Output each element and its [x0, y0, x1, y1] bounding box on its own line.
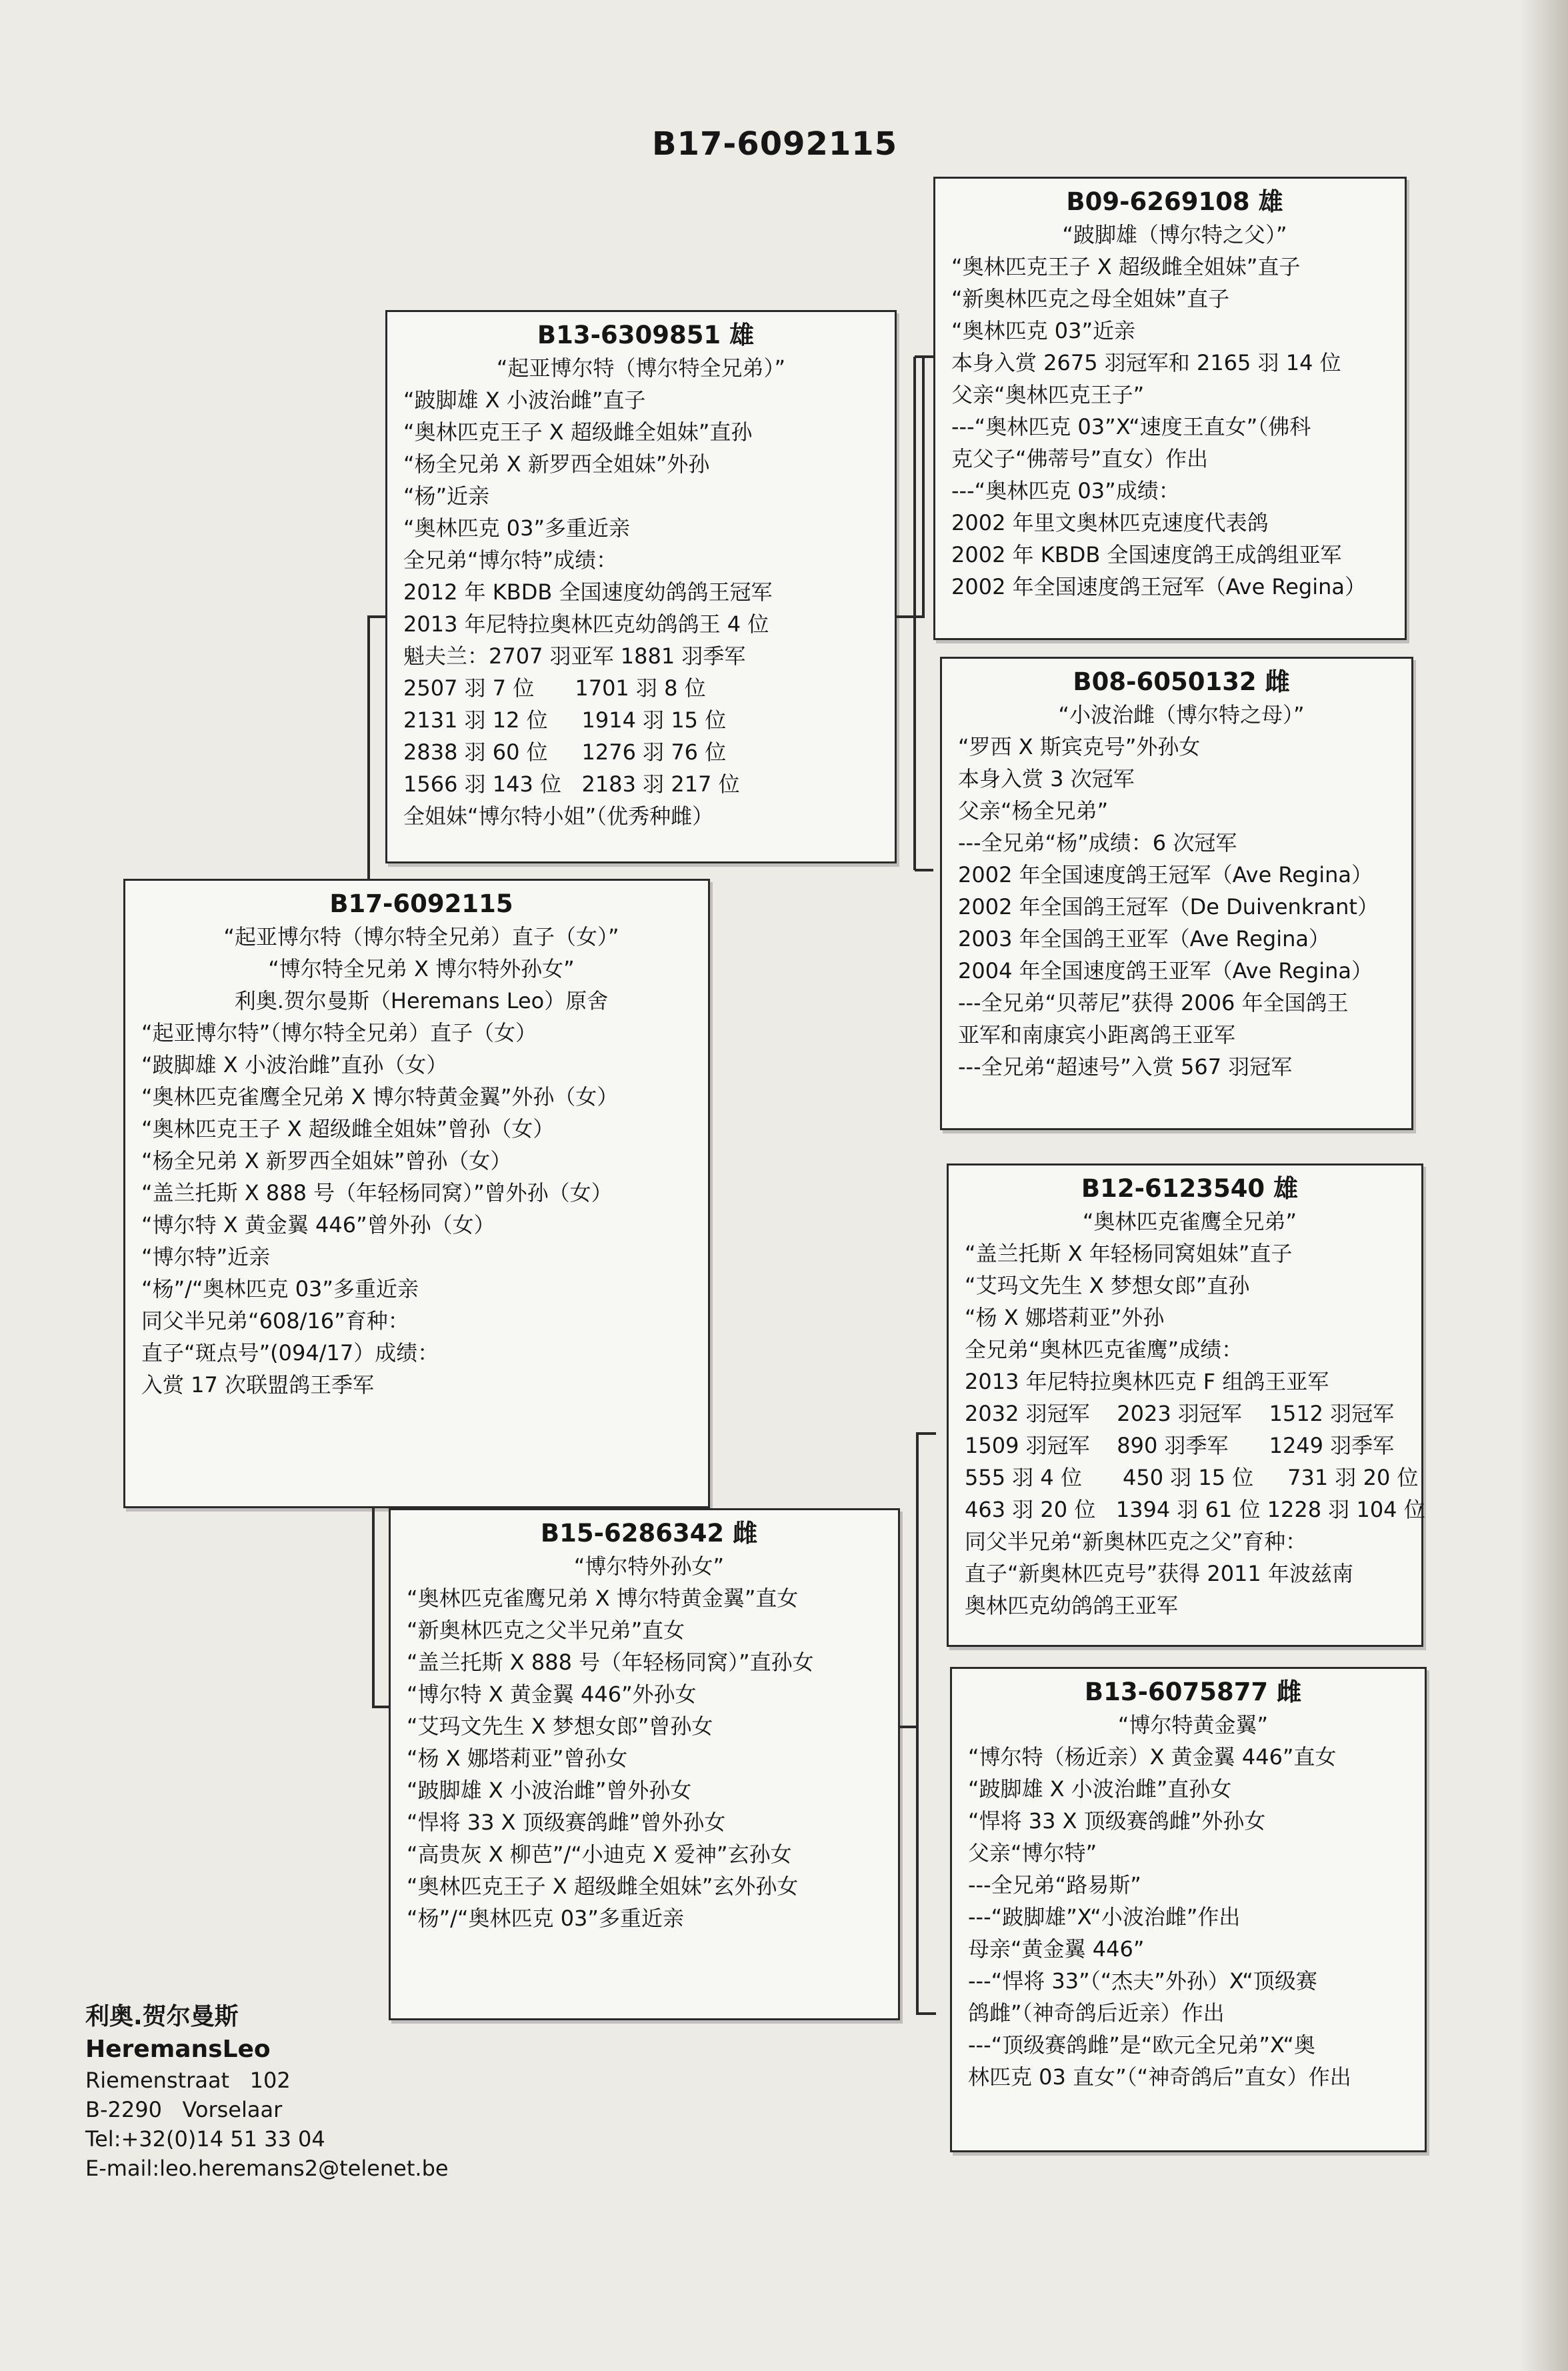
subject-line: “跛脚雄 X 小波治雌”直孙（女） [141, 1052, 448, 1077]
dam-sire-nickname: “奥林匹克雀鹰全兄弟” [1082, 1209, 1297, 1234]
dam-dam-line: “博尔特（杨近亲）X 黄金翼 446”直女 [968, 1744, 1337, 1770]
subject-line: “奥林匹克雀鹰全兄弟 X 博尔特黄金翼”外孙（女） [141, 1084, 619, 1109]
dam-line: “盖兰托斯 X 888 号（年轻杨同窝）”直孙女 [407, 1650, 814, 1675]
connector-dam-parents [917, 1434, 936, 2014]
sire-dam-line: ---全兄弟“贝蒂尼”获得 2006 年全国鸽王 [958, 990, 1349, 1015]
dam-line: “新奥林匹克之父半兄弟”直女 [407, 1618, 685, 1643]
dam-sire-line: 555 羽 4 位 450 羽 15 位 731 羽 20 位 [965, 1465, 1419, 1490]
dam-dam-details [968, 1741, 1418, 2093]
connector-subject-to-dam [373, 1508, 389, 1707]
sire-ring-number: B13-6309851 雄 [537, 321, 755, 349]
breeder-contact [85, 2000, 449, 2183]
sire-sire-line: ---“奥林匹克 03”成绩： [951, 478, 1180, 503]
breeder-street: Riemenstraat 102 [85, 2068, 291, 2093]
dam-sire-line: 463 羽 20 位 1394 羽 61 位 1228 羽 104 位 [965, 1497, 1425, 1522]
sire-line: “起亚博尔特（博尔特全兄弟）” [496, 355, 786, 381]
dam-sire-line: 1509 羽冠军 890 羽季军 1249 羽季军 [965, 1433, 1395, 1458]
subject-line: “盖兰托斯 X 888 号（年轻杨同窝）”曾外孙（女） [141, 1180, 613, 1206]
sire-sire-line: “奥林匹克 03”近亲 [951, 318, 1136, 343]
sire-dam-line: 父亲“杨全兄弟” [958, 798, 1109, 823]
sire-dam-details [958, 731, 1405, 1083]
sire-line: “奥林匹克 03”多重近亲 [403, 515, 631, 541]
dam-line: “奥林匹克雀鹰兄弟 X 博尔特黄金翼”直女 [407, 1586, 799, 1611]
subject-ring-number: B17-6092115 [329, 889, 513, 918]
pedigree-box-sire-dam [940, 657, 1413, 1130]
sire-line: 全姐妹“博尔特小姐”（优秀种雌） [403, 803, 714, 829]
sire-dam-line: 2004 年全国速度鸽王亚军（Ave Regina） [958, 958, 1373, 983]
sire-sire-line: 2002 年全国速度鸽王冠军（Ave Regina） [951, 574, 1367, 599]
dam-line: “高贵灰 X 柳芭”/“小迪克 X 爱神”玄孙女 [407, 1842, 792, 1867]
connector-sire-branch [897, 357, 923, 617]
pedigree-box-dam-sire [947, 1163, 1423, 1647]
sire-sire-line: ---“奥林匹克 03”X“速度王直女”（佛科 [951, 414, 1311, 439]
page-title: B17-6092115 [652, 125, 898, 163]
dam-sire-line: 直子“新奥林匹克号”获得 2011 年波兹南 [965, 1561, 1353, 1586]
dam-line: “奥林匹克王子 X 超级雌全姐妹”玄外孙女 [407, 1874, 799, 1899]
dam-sire-line: 奥林匹克幼鸽鸽王亚军 [965, 1593, 1179, 1618]
sire-line: 2838 羽 60 位 1276 羽 76 位 [403, 739, 727, 765]
subject-details [141, 921, 701, 1401]
sire-dam-line: 2002 年全国鸽王冠军（De Duivenkrant） [958, 894, 1379, 919]
dam-sire-line: 同父半兄弟“新奥林匹克之父”育种： [965, 1529, 1307, 1554]
dam-line: “艾玛文先生 X 梦想女郎”曾孙女 [407, 1714, 713, 1739]
sire-dam-line: 2003 年全国鸽王亚军（Ave Regina） [958, 926, 1331, 951]
dam-sire-line: 全兄弟“奥林匹克雀鹰”成绩： [965, 1337, 1243, 1362]
pedigree-box-dam-dam [950, 1667, 1427, 2152]
sire-line: “奥林匹克王子 X 超级雌全姐妹”直孙 [403, 419, 753, 445]
sire-details [403, 352, 888, 832]
breeder-name: HeremansLeo [85, 2036, 271, 2063]
sire-dam-line: 亚军和南康宾小距离鸽王亚军 [958, 1022, 1236, 1047]
dam-sire-ring-number: B12-6123540 雄 [1081, 1174, 1299, 1203]
pedigree-box-dam [389, 1508, 900, 2020]
sire-sire-details [951, 251, 1398, 603]
pedigree-box-sire [385, 310, 897, 863]
pedigree-box-subject [123, 879, 710, 1508]
dam-dam-line: ---“悍将 33”（“杰夫”外孙）X“顶级赛 [968, 1968, 1317, 1994]
sire-line: “跛脚雄 X 小波治雌”直子 [403, 387, 646, 413]
subject-line: 同父半兄弟“608/16”育种： [141, 1308, 409, 1334]
dam-sire-details [965, 1238, 1425, 1622]
sire-sire-line: 父亲“奥林匹克王子” [951, 382, 1145, 407]
subject-line: “杨全兄弟 X 新罗西全姐妹”曾孙（女） [141, 1148, 512, 1173]
sire-sire-line: 2002 年里文奥林匹克速度代表鸽 [951, 510, 1269, 535]
sire-sire-line: 2002 年 KBDB 全国速度鸽王成鸽组亚军 [951, 542, 1342, 567]
dam-dam-line: ---“顶级赛鸽雌”是“欧元全兄弟”X“奥 [968, 2032, 1315, 2058]
subject-line: 直子“斑点号”(094/17）成绩： [141, 1340, 439, 1366]
sire-line: 2131 羽 12 位 1914 羽 15 位 [403, 707, 727, 733]
breeder-email[interactable]: E-mail:leo.heremans2@telenet.be [85, 2156, 449, 2181]
pedigree-box-sire-sire [933, 177, 1407, 640]
sire-sire-nickname: “跛脚雄（博尔特之父）” [1062, 222, 1287, 247]
dam-sire-line: “杨 X 娜塔莉亚”外孙 [965, 1305, 1165, 1330]
dam-dam-ring-number: B13-6075877 雌 [1084, 1678, 1302, 1706]
sire-sire-ring-number: B09-6269108 雄 [1066, 187, 1283, 216]
connector-subject-to-sire [369, 617, 385, 879]
sire-line: “杨”近亲 [403, 483, 490, 509]
sire-dam-nickname: “小波治雌（博尔特之母）” [1058, 702, 1305, 727]
sire-line: 魁夫兰：2707 羽亚军 1881 羽季军 [403, 643, 746, 669]
dam-dam-line: 父亲“博尔特” [968, 1840, 1097, 1866]
subject-line: “博尔特 X 黄金翼 446”曾外孙（女） [141, 1212, 495, 1238]
sire-sire-line: “新奥林匹克之母全姐妹”直子 [951, 286, 1230, 311]
dam-dam-line: “跛脚雄 X 小波治雌”直孙女 [968, 1776, 1232, 1802]
sire-sire-line: “奥林匹克王子 X 超级雌全姐妹”直子 [951, 254, 1301, 279]
breeder-phone: Tel:+32(0)14 51 33 04 [85, 2126, 325, 2152]
sire-dam-line: 本身入赏 3 次冠军 [958, 766, 1135, 791]
dam-dam-line: 林匹克 03 直女”（“神奇鸽后”直女）作出 [968, 2064, 1351, 2090]
dam-sire-line: “盖兰托斯 X 年轻杨同窝姐妹”直子 [965, 1241, 1293, 1266]
sire-line: 2012 年 KBDB 全国速度幼鸽鸽王冠军 [403, 579, 773, 605]
sire-dam-line: 2002 年全国速度鸽王冠军（Ave Regina） [958, 862, 1373, 887]
subject-line: “博尔特”近亲 [141, 1244, 271, 1270]
dam-dam-line: 母亲“黄金翼 446” [968, 1936, 1145, 1962]
dam-sire-line: 2013 年尼特拉奥林匹克 F 组鸽王亚军 [965, 1369, 1329, 1394]
sire-sire-line: 本身入赏 2675 羽冠军和 2165 羽 14 位 [951, 350, 1341, 375]
breeder-name-chinese: 利奥.贺尔曼斯 [85, 2003, 239, 2030]
sire-line: 2013 年尼特拉奥林匹克幼鸽鸽王 4 位 [403, 611, 769, 637]
dam-line: “杨”/“奥林匹克 03”多重近亲 [407, 1906, 684, 1931]
subject-line: “起亚博尔特（博尔特全兄弟）直子（女）” [223, 924, 619, 949]
sire-dam-ring-number: B08-6050132 雌 [1073, 667, 1290, 696]
dam-sire-line: “艾玛文先生 X 梦想女郎”直孙 [965, 1273, 1250, 1298]
sire-dam-line: ---全兄弟“超速号”入赏 567 羽冠军 [958, 1054, 1293, 1079]
dam-line: “杨 X 娜塔莉亚”曾孙女 [407, 1746, 628, 1771]
subject-line: 入赏 17 次联盟鸽王季军 [141, 1372, 375, 1398]
dam-dam-line: 鸽雌”（神奇鸽后近亲）作出 [968, 2000, 1225, 2026]
dam-sire-line: 2032 羽冠军 2023 羽冠军 1512 羽冠军 [965, 1401, 1395, 1426]
dam-dam-line: “悍将 33 X 顶级赛鸽雌”外孙女 [968, 1808, 1266, 1834]
sire-dam-line: ---全兄弟“杨”成绩：6 次冠军 [958, 830, 1237, 855]
subject-line: “杨”/“奥林匹克 03”多重近亲 [141, 1276, 419, 1302]
dam-details [407, 1582, 891, 1934]
subject-line: “博尔特全兄弟 X 博尔特外孙女” [268, 956, 575, 981]
sire-line: “杨全兄弟 X 新罗西全姐妹”外孙 [403, 451, 710, 477]
sire-sire-line: 克父子“佛蒂号”直女）作出 [951, 446, 1209, 471]
subject-line: “奥林匹克王子 X 超级雌全姐妹”曾孙（女） [141, 1116, 555, 1141]
dam-line: “博尔特 X 黄金翼 446”外孙女 [407, 1682, 697, 1707]
sire-dam-line: “罗西 X 斯宾克号”外孙女 [958, 734, 1201, 759]
dam-dam-nickname: “博尔特黄金翼” [1117, 1712, 1269, 1738]
dam-line: “悍将 33 X 顶级赛鸽雌”曾外孙女 [407, 1810, 726, 1835]
dam-ring-number: B15-6286342 雌 [540, 1519, 758, 1548]
sire-line: 全兄弟“博尔特”成绩： [403, 547, 618, 573]
dam-dam-line: ---全兄弟“路易斯” [968, 1872, 1141, 1898]
sire-line: 1566 羽 143 位 2183 羽 217 位 [403, 771, 740, 797]
dam-line: “跛脚雄 X 小波治雌”曾外孙女 [407, 1778, 692, 1803]
subject-line: 利奥.贺尔曼斯（Heremans Leo）原舍 [234, 988, 609, 1013]
breeder-city: B-2290 Vorselaar [85, 2097, 283, 2122]
sire-line: 2507 羽 7 位 1701 羽 8 位 [403, 675, 706, 701]
subject-line: “起亚博尔特”（博尔特全兄弟）直子（女） [141, 1020, 537, 1045]
dam-nickname: “博尔特外孙女” [573, 1554, 725, 1579]
dam-dam-line: ---“跛脚雄”X“小波治雌”作出 [968, 1904, 1241, 1930]
